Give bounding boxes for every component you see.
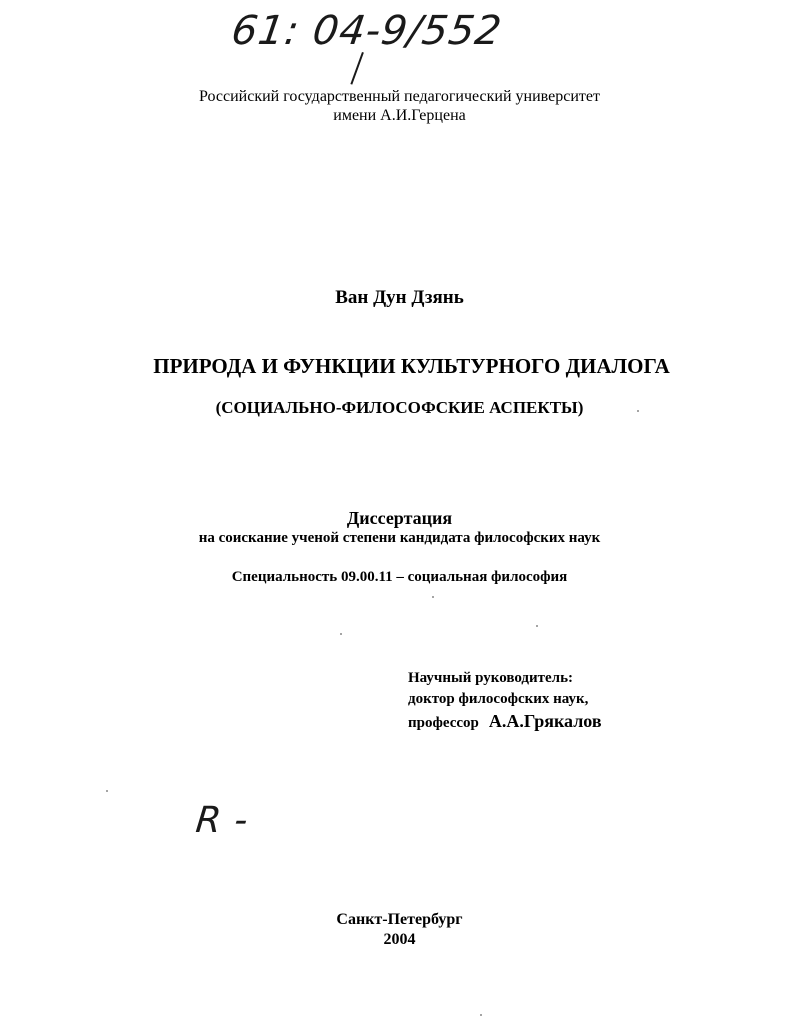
- city: Санкт-Петербург: [336, 911, 463, 928]
- scan-speck: [536, 625, 538, 627]
- scan-speck: [637, 410, 639, 412]
- scan-speck: [480, 1014, 482, 1016]
- scan-speck: [106, 790, 108, 792]
- advisor-name: А.А.Грякалов: [488, 711, 602, 731]
- advisor-title-line: [408, 711, 602, 732]
- dissertation-title: ПРИРОДА И ФУНКЦИИ КУЛЬТУРНОГО ДИАЛОГА: [153, 354, 670, 378]
- advisor-title: профессор: [408, 715, 479, 731]
- year: 2004: [383, 931, 416, 948]
- university-dedication: имени А.И.Герцена: [333, 107, 466, 124]
- handwritten-initials: R -: [193, 800, 251, 841]
- author-name: Ван Дун Дзянь: [335, 287, 464, 308]
- scan-speck: [340, 633, 342, 635]
- handwritten-archive-code: 61: 04-9/552: [228, 8, 505, 54]
- advisor-degree: доктор философских наук,: [408, 691, 589, 707]
- degree-statement: на соискание ученой степени кандидата философских наук: [198, 530, 601, 546]
- document-type: Диссертация: [346, 508, 453, 528]
- dissertation-subtitle: (СОЦИАЛЬНО-ФИЛОСОФСКИЕ АСПЕКТЫ): [215, 398, 584, 417]
- handwritten-stroke: [350, 52, 364, 85]
- specialty-statement: Специальность 09.00.11 – социальная философия: [231, 569, 568, 585]
- university-name: Российский государственный педагогический университет: [199, 88, 600, 105]
- scan-speck: [432, 596, 434, 598]
- advisor-label: Научный руководитель:: [408, 670, 573, 686]
